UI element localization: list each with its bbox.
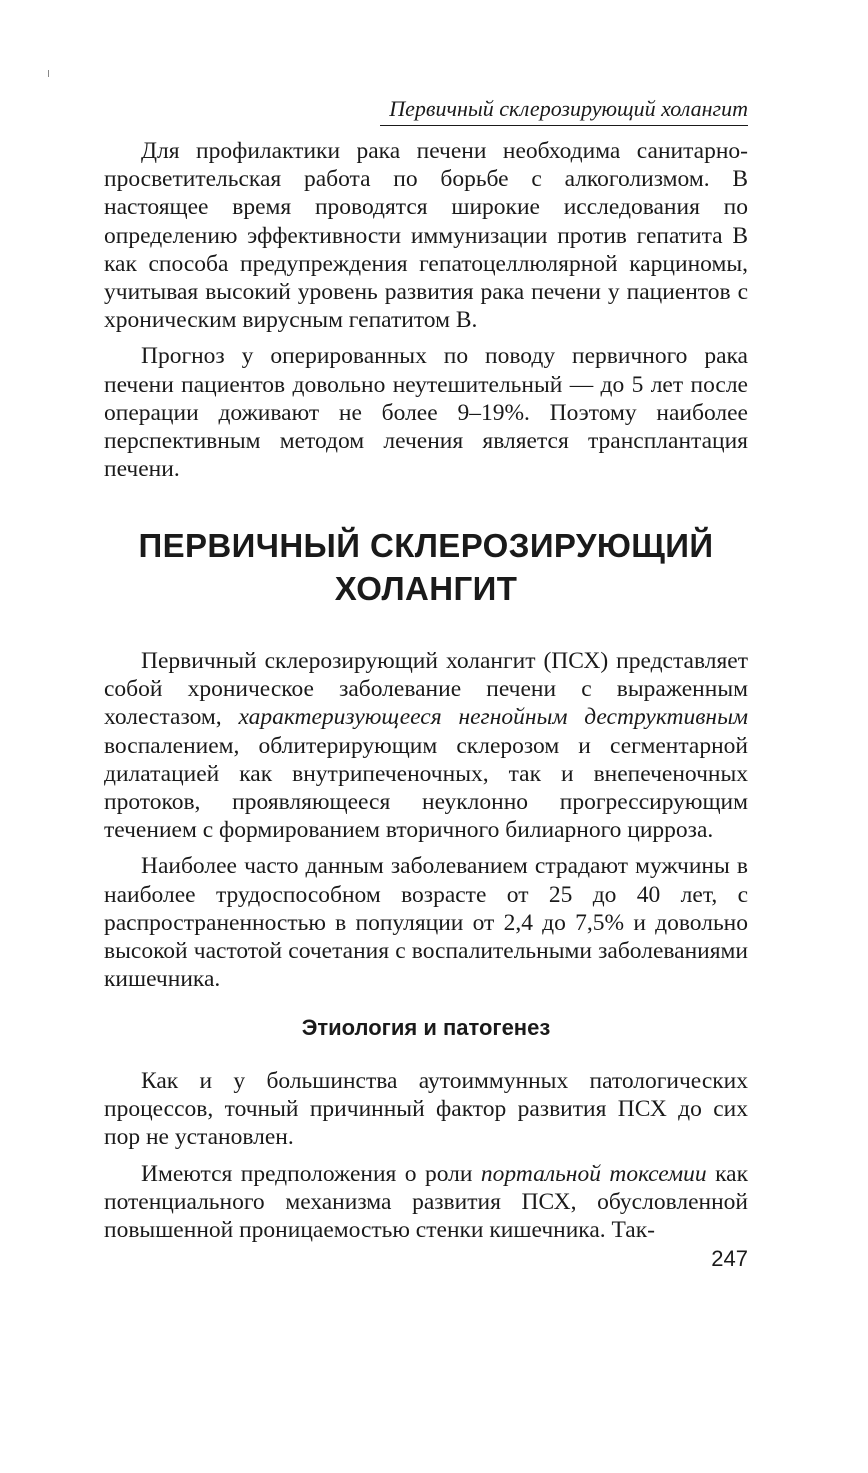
intro-text-block	[104, 137, 748, 483]
paragraph-definition	[104, 647, 748, 844]
definition-italic-text: характеризующееся негнойным деструктивным	[238, 704, 749, 731]
definition-text-start: Первичный склерозирующий холангит (ПСХ) представляет собой хроническое заболевание печени с выраженным холестазом,	[104, 648, 748, 731]
section-title: Этиология и патогенез	[301, 1015, 551, 1040]
chapter-title-line-2: ХОЛАНГИТ	[334, 570, 518, 607]
paragraph-prevention: Для профилактики рака печени необходима санитарно-просветительская работа по борьбе с алкоголизмом. В настоящее время проводятся широкие исследования по определению эффективности иммунизации против гепатита В как способа предупреждения гепатоцеллюлярной карциномы, учитывая высокий уровень развития рака печени у пациентов с хроническим вирусным гепатитом В.	[104, 138, 748, 334]
chapter-title-line-1: ПЕРВИЧНЫЙ СКЛЕРОЗИРУЮЩИЙ	[138, 527, 714, 564]
page-number: 247	[711, 1246, 748, 1271]
scan-mark	[48, 70, 49, 77]
running-header: Первичный склерозирующий холангит	[380, 96, 748, 126]
toxemia-text-end: как потенциального механизма развития ПСХ, обусловленной повышенной проницаемостью стенки кишечника. Так-	[104, 1160, 748, 1244]
chapter-title	[104, 524, 748, 610]
etiology-text-block	[104, 1067, 748, 1244]
toxemia-italic-text: портальной токсемии	[480, 1160, 707, 1187]
definition-text-block	[104, 647, 748, 993]
definition-text-end: воспалением, облитерирующим склерозом и сегментарной дилатацией как внутрипеченочных, так и внепеченочных протоков, проявляющееся неуклонно прогрессирующим течением с формированием вторичного билиарного цирроза.	[104, 732, 748, 844]
paragraph-prognosis: Прогноз у оперированных по поводу первичного рака печени пациентов довольно неутешительный — до 5 лет после операции доживают не более 9–19%. Поэтому наиболее перспективным методом лечения является трансплантация печени.	[104, 343, 748, 483]
paragraph-epidemiology: Наиболее часто данным заболеванием страдают мужчины в наиболее трудоспособном возрасте от 25 до 40 лет, с распространенностью в популяции от 2,4 до 7,5% и довольно высокой частотой сочетания с воспалительными заболеваниями кишечника.	[104, 853, 748, 993]
toxemia-text-start: Имеются предположения о роли	[141, 1160, 481, 1187]
paragraph-portal-toxemia	[104, 1160, 748, 1245]
paragraph-etiology: Как и у большинства аутоиммунных патологических процессов, точный причинный фактор развития ПСХ до сих пор не установлен.	[104, 1068, 748, 1151]
